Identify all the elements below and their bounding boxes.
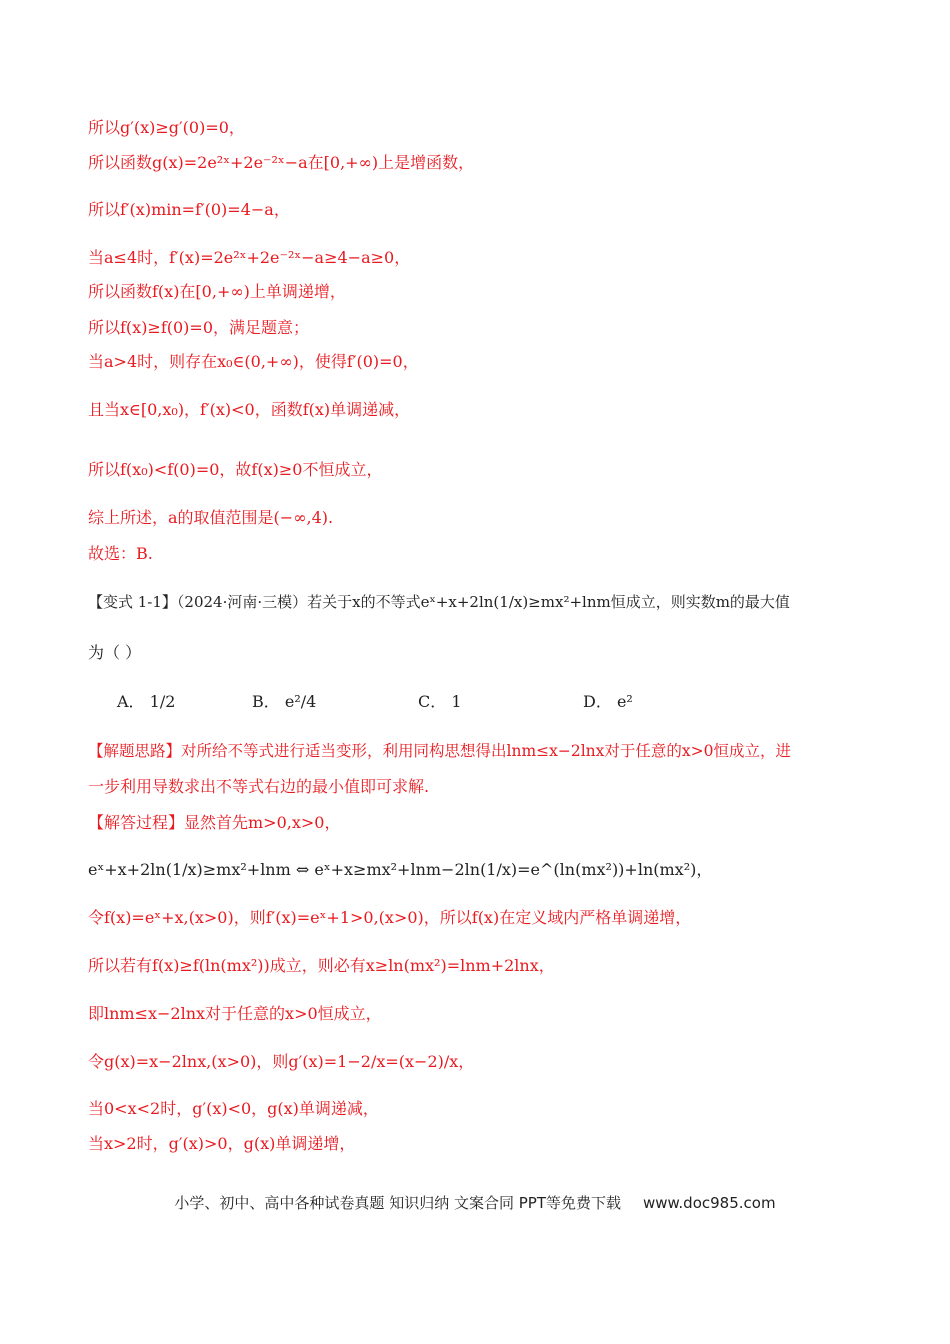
option-b-value: e²/4 [284, 692, 317, 711]
solution-line-10: 综上所述，a的取值范围是(−∞,4). [88, 508, 334, 527]
solution-process-line-7: 当x>2时，g′(x)>0，g(x)单调递增， [88, 1134, 356, 1153]
footer-url[interactable]: www.doc985.com [642, 1194, 776, 1212]
solution-idea-cont: 一步利用导数求出不等式右边的最小值即可求解. [88, 777, 430, 796]
option-d [583, 692, 633, 712]
solution-process-line-3: 所以若有f(x)≥f(ln(mx²))成立，则必有x≥ln(mx²)=lnm+2lnx， [88, 956, 555, 975]
solution-line-8: 且当x∈[0,x₀)，f′(x)<0，函数f(x)单调递减， [88, 400, 411, 419]
option-c-value: 1 [451, 692, 462, 711]
solution-line-1: 所以g′(x)≥g′(0)=0， [88, 118, 245, 137]
solution-process-line-1: eˣ+x+2ln(1/x)≥mx²+lnm ⇔ eˣ+x≥mx²+lnm−2ln(1/x)=e^(ln(mx²))+ln(mx²)， [88, 860, 713, 879]
option-d-value: e² [616, 692, 633, 711]
footer-text: 小学、初中、高中各种试卷真题 知识归纳 文案合同 PPT等免费下载 [174, 1194, 621, 1212]
option-b-label: B． [252, 692, 280, 711]
solution-line-3: 所以f′(x)min=f′(0)=4−a， [88, 200, 290, 219]
answer-line: 故选：B. [88, 544, 153, 563]
solution-process-line-5: 令g(x)=x−2lnx,(x>0)，则g′(x)=1−2/x=(x−2)/x， [88, 1052, 475, 1071]
solution-line-9: 所以f(x₀)<f(0)=0，故f(x)≥0不恒成立， [88, 460, 383, 479]
option-b [252, 692, 316, 712]
solution-process-line-6: 当0<x<2时，g′(x)<0，g(x)单调递减， [88, 1099, 379, 1118]
solution-line-7: 当a>4时，则存在x₀∈(0,+∞)，使得f′(0)=0， [88, 352, 419, 371]
page-footer [0, 1192, 950, 1213]
solution-line-6: 所以f(x)≥f(0)=0，满足题意； [88, 318, 310, 337]
solution-process-line-4: 即lnm≤x−2lnx对于任意的x>0恒成立， [88, 1004, 382, 1023]
solution-line-5: 所以函数f(x)在[0,+∞)上单调递增， [88, 282, 346, 301]
solution-line-2: 所以函数g(x)=2e²ˣ+2e⁻²ˣ−a在[0,+∞)上是增函数， [88, 153, 475, 172]
solution-idea: 【解题思路】对所给不等式进行适当变形，利用同构思想得出lnm≤x−2lnx对于任意的x>0恒成立，进 [88, 742, 791, 760]
option-a-value: 1/2 [149, 692, 176, 711]
question-stem: 【变式 1-1】（2024·河南·三模）若关于x的不等式eˣ+x+2ln(1/x)≥mx²+lnm恒成立，则实数m的最大值 [88, 593, 790, 611]
solution-line-4: 当a≤4时，f′(x)=2e²ˣ+2e⁻²ˣ−a≥4−a≥0， [88, 248, 411, 267]
option-c [418, 692, 462, 712]
option-a [117, 692, 175, 712]
question-stem-cont: 为（ ） [88, 643, 142, 662]
option-d-label: D． [583, 692, 612, 711]
solution-process-title: 【解答过程】显然首先m>0,x>0， [88, 813, 341, 832]
option-a-label: A． [117, 692, 145, 711]
solution-process-line-2: 令f(x)=eˣ+x,(x>0)，则f′(x)=eˣ+1>0,(x>0)，所以f(x)在定义域内严格单调递增， [88, 908, 692, 927]
option-c-label: C． [418, 692, 447, 711]
